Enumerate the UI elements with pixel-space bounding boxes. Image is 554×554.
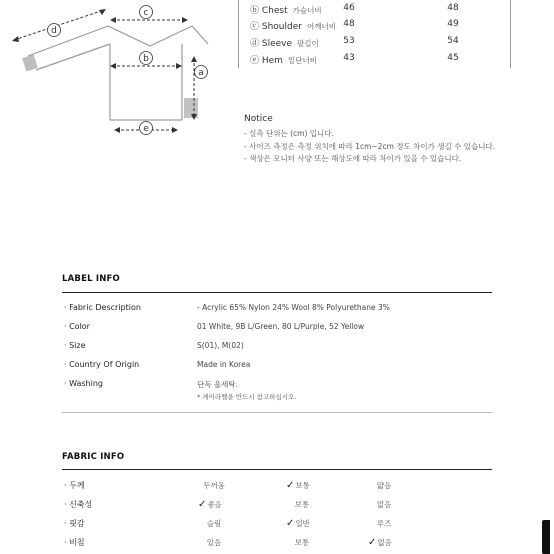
label-value: 단독 울세탁.: [197, 380, 238, 389]
fabric-option-label: 없음: [376, 500, 392, 509]
marker-b: b: [143, 54, 149, 64]
label-value: S(01), M(02): [197, 341, 244, 350]
fabric-option-label: 보통: [294, 500, 310, 509]
marker-a: a: [198, 68, 204, 78]
label-key: · Country Of Origin: [64, 360, 140, 369]
label-key: · Washing: [64, 379, 103, 388]
size-name: Shoulder: [261, 22, 302, 32]
check-icon: ✓: [198, 499, 207, 510]
washing-note: * 케어라벨을 반드시 참고하십시오.: [197, 393, 297, 401]
size-row-sleeve: [238, 33, 538, 50]
size-value-m: 54: [447, 36, 459, 46]
size-name: Sleeve: [261, 39, 293, 49]
label-key: · Color: [64, 322, 90, 331]
size-row-label: ⓓ Sleeve 팔길이: [250, 39, 319, 49]
size-value-m: 48: [447, 3, 459, 13]
size-name-kr: 가슴너비: [292, 6, 322, 15]
marker-e: e: [143, 124, 149, 134]
label-info-bottom-divider: [62, 412, 492, 413]
size-value-s: 43: [343, 53, 355, 63]
size-name: Hem: [261, 56, 283, 66]
label-info-divider: [62, 292, 492, 293]
check-icon: ✓: [286, 480, 295, 491]
size-row-chest: [238, 0, 538, 17]
fabric-option: [354, 518, 414, 529]
size-row-shoulder: [238, 16, 538, 33]
size-row-label: ⓒ Shoulder 어깨너비: [250, 22, 336, 32]
size-value-m: 49: [447, 19, 459, 29]
size-name: Chest: [261, 6, 288, 16]
fabric-key: · 비침: [64, 538, 85, 547]
marker-c: c: [143, 8, 149, 18]
sweater-outline: [28, 26, 208, 120]
fabric-row-thickness: [64, 480, 504, 496]
size-row-label: ⓔ Hem 밑단너비: [250, 56, 317, 66]
fabric-option-label: 좋음: [207, 500, 222, 509]
fabric-option: [354, 499, 414, 510]
size-name-kr: 밑단너비: [287, 56, 317, 65]
label-key: · Size: [64, 341, 86, 350]
fabric-info-title: FABRIC INFO: [62, 452, 125, 462]
fabric-option-label: 일반: [295, 519, 310, 528]
fabric-option-checked: [268, 518, 328, 529]
label-value: - Acrylic 65% Nylon 24% Wool 8% Polyurethane 3%: [197, 303, 390, 312]
fabric-row-fit: [64, 518, 504, 534]
fabric-option-label: 보통: [295, 481, 310, 490]
label-key: · Fabric Description: [64, 303, 141, 312]
fabric-option-label: 얇음: [376, 481, 392, 490]
fabric-option-label: 슬림: [206, 519, 222, 528]
fabric-option: [184, 537, 244, 548]
fabric-row-sheerness: [64, 537, 504, 553]
fabric-option: [272, 499, 332, 510]
notice-title: Notice: [244, 114, 273, 124]
check-icon: ✓: [368, 537, 377, 548]
fabric-option: [354, 480, 414, 491]
fabric-option-label: 있음: [206, 538, 222, 547]
size-name-kr: 팔길이: [297, 39, 319, 48]
label-info-title: LABEL INFO: [62, 274, 120, 284]
size-value-s: 46: [343, 3, 355, 13]
check-icon: ✓: [286, 518, 295, 529]
label-value: 01 White, 9B L/Green, 80 L/Purple, 52 Yellow: [197, 322, 365, 331]
fabric-option-label: 두꺼움: [203, 481, 225, 490]
marker-d: d: [51, 26, 57, 36]
fabric-option-label: 없음: [377, 538, 392, 547]
garment-measurement-diagram: [0, 0, 230, 140]
size-row-label: ⓑ Chest 가슴너비: [250, 6, 322, 16]
fabric-option: [184, 480, 244, 491]
size-value-m: 45: [447, 53, 459, 63]
fabric-option: [184, 518, 244, 529]
label-value: Made in Korea: [197, 360, 251, 369]
fabric-option-checked: [180, 499, 240, 510]
fabric-key: · 두께: [64, 481, 85, 490]
fabric-row-stretch: [64, 499, 504, 515]
fabric-key: · 핏감: [64, 519, 85, 528]
size-row-hem: [238, 50, 538, 67]
notice-line: - 실측 단위는 (cm) 입니다.: [244, 129, 334, 138]
scrollbar-thumb[interactable]: [542, 520, 550, 554]
fabric-info-divider: [62, 469, 492, 470]
notice-block: [244, 114, 544, 166]
size-value-s: 53: [343, 36, 355, 46]
fabric-option-label: 루즈: [376, 519, 392, 528]
notice-line: - 사이즈 측정은 측정 위치에 따라 1cm~2cm 정도 차이가 생길 수 있습니다.: [244, 141, 496, 151]
notice-line: - 색상은 모니터 사양 또는 해상도에 따라 차이가 있을 수 있습니다.: [244, 154, 462, 163]
fabric-option: [272, 537, 332, 548]
fabric-option-label: 보통: [294, 538, 310, 547]
fabric-option-checked: [350, 537, 410, 548]
fabric-key: · 신축성: [64, 500, 93, 509]
size-name-kr: 어깨너비: [306, 22, 336, 31]
fabric-option-checked: [268, 480, 328, 491]
size-value-s: 48: [343, 19, 355, 29]
